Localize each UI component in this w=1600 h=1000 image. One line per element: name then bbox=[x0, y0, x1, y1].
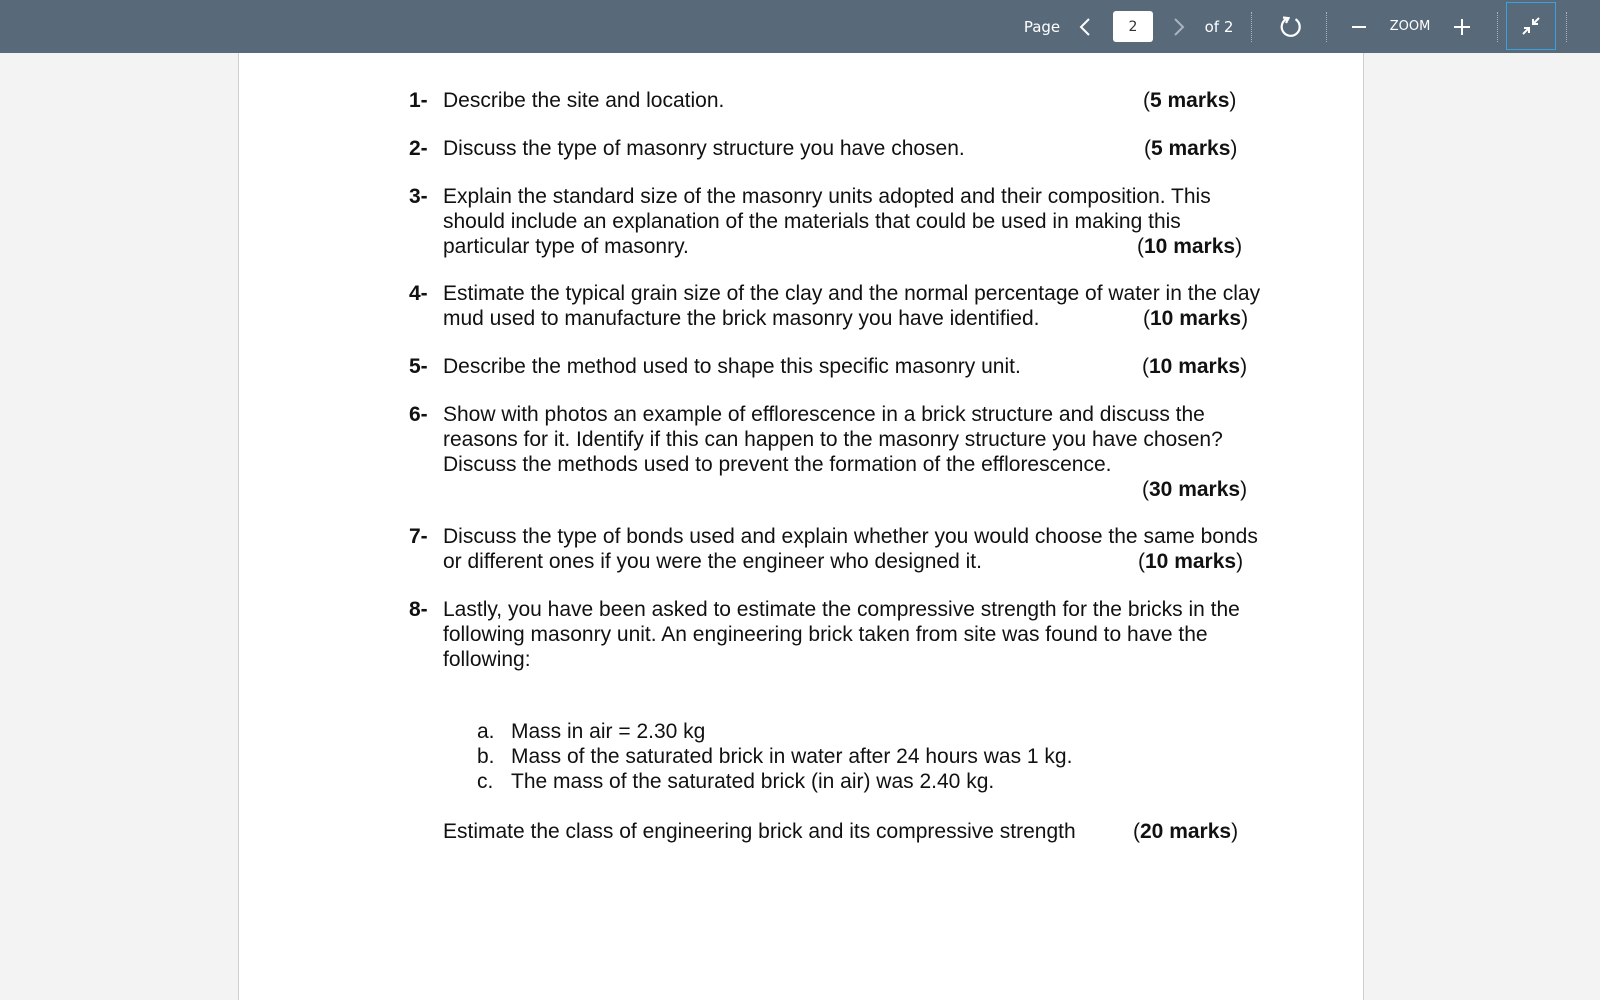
question bbox=[409, 524, 428, 549]
toolbar-divider bbox=[1497, 12, 1498, 42]
question-marks: (30 marks) bbox=[1142, 478, 1248, 501]
sub-item-text: Mass in air = 2.30 kg bbox=[511, 720, 706, 743]
question-text: Show with photos an example of efflorescence in a brick structure and discuss the bbox=[443, 403, 1205, 426]
rotate-button[interactable] bbox=[1277, 0, 1305, 53]
question-number: 1- bbox=[409, 89, 428, 112]
page-number-input[interactable] bbox=[1113, 11, 1153, 42]
exit-fullscreen-button[interactable] bbox=[1506, 2, 1556, 50]
question-text: Lastly, you have been asked to estimate the compressive strength for the bricks in the bbox=[443, 598, 1240, 621]
question-text: particular type of masonry. bbox=[443, 235, 689, 258]
marks-value: 5 marks bbox=[1150, 89, 1230, 112]
question-text: following: bbox=[443, 648, 531, 671]
final-question-text: Estimate the class of engineering brick and its compressive strength bbox=[443, 820, 1076, 843]
question bbox=[409, 136, 428, 161]
marks-value: 10 marks bbox=[1149, 355, 1241, 378]
sub-item-letter: b. bbox=[477, 745, 495, 768]
question-number: 4- bbox=[409, 282, 428, 305]
question-text: Discuss the type of bonds used and explain whether you would choose the same bonds bbox=[443, 525, 1258, 548]
question-text: Estimate the typical grain size of the clay and the normal percentage of water in the clay bbox=[443, 282, 1261, 305]
question-text: should include an explanation of the materials that could be used in making this bbox=[443, 210, 1181, 233]
marks-value: 20 marks bbox=[1140, 820, 1232, 843]
question-text: Discuss the type of masonry structure you have chosen. bbox=[443, 137, 965, 160]
sub-item-text: Mass of the saturated brick in water after 24 hours was 1 kg. bbox=[511, 745, 1073, 768]
question bbox=[409, 88, 428, 113]
page-count: of 2 bbox=[1204, 17, 1234, 36]
question-marks: (5 marks) bbox=[1143, 89, 1237, 112]
question-text: Explain the standard size of the masonry units adopted and their composition. This bbox=[443, 185, 1211, 208]
question-text: Describe the method used to shape this specific masonry unit. bbox=[443, 355, 1021, 378]
zoom-out-button[interactable] bbox=[1348, 0, 1370, 53]
rotate-icon bbox=[1279, 15, 1303, 39]
question-text: reasons for it. Identify if this can happen to the masonry structure you have chosen? bbox=[443, 428, 1223, 451]
minus-icon bbox=[1350, 18, 1368, 36]
marks-value: 30 marks bbox=[1149, 478, 1241, 501]
document-page bbox=[238, 53, 1364, 1000]
plus-icon bbox=[1452, 17, 1472, 37]
question-marks: (10 marks) bbox=[1137, 235, 1243, 258]
question bbox=[409, 597, 428, 622]
question-number: 5- bbox=[409, 355, 428, 378]
question bbox=[409, 281, 428, 306]
marks-value: 5 marks bbox=[1151, 137, 1231, 160]
marks-value: 10 marks bbox=[1150, 307, 1242, 330]
marks-value: 10 marks bbox=[1145, 550, 1237, 573]
question-number: 2- bbox=[409, 137, 428, 160]
question-number: 6- bbox=[409, 403, 428, 426]
page-label: Page bbox=[1023, 17, 1061, 36]
toolbar-divider bbox=[1566, 12, 1567, 42]
sub-item-text: The mass of the saturated brick (in air) was 2.40 kg. bbox=[511, 770, 995, 793]
toolbar-divider bbox=[1326, 12, 1327, 42]
question-marks: (10 marks) bbox=[1142, 355, 1248, 378]
previous-page-button[interactable] bbox=[1074, 0, 1096, 53]
question-text: mud used to manufacture the brick masonry you have identified. bbox=[443, 307, 1040, 330]
next-page-button[interactable] bbox=[1168, 0, 1190, 53]
zoom-label: ZOOM bbox=[1389, 19, 1431, 34]
question-marks: (20 marks) bbox=[1133, 820, 1239, 843]
question bbox=[409, 354, 428, 379]
question-text: or different ones if you were the engineer who designed it. bbox=[443, 550, 982, 573]
question-number: 8- bbox=[409, 598, 428, 621]
chevron-left-icon bbox=[1079, 17, 1091, 37]
question bbox=[409, 402, 428, 427]
sub-item-letter: c. bbox=[477, 770, 494, 793]
question-text: Discuss the methods used to prevent the formation of the efflorescence. bbox=[443, 453, 1112, 476]
question-text: following masonry unit. An engineering brick taken from site was found to have the bbox=[443, 623, 1208, 646]
collapse-icon bbox=[1520, 15, 1542, 37]
question-marks: (10 marks) bbox=[1138, 550, 1244, 573]
question-number: 3- bbox=[409, 185, 428, 208]
toolbar-divider bbox=[1251, 12, 1252, 42]
question-marks: (10 marks) bbox=[1143, 307, 1249, 330]
question-text: Describe the site and location. bbox=[443, 89, 725, 112]
pdf-toolbar bbox=[0, 0, 1600, 53]
chevron-right-icon bbox=[1173, 17, 1185, 37]
marks-value: 10 marks bbox=[1144, 235, 1236, 258]
question bbox=[409, 184, 428, 209]
question-marks: (5 marks) bbox=[1144, 137, 1238, 160]
zoom-in-button[interactable] bbox=[1450, 0, 1474, 53]
sub-item-letter: a. bbox=[477, 720, 495, 743]
question-number: 7- bbox=[409, 525, 428, 548]
